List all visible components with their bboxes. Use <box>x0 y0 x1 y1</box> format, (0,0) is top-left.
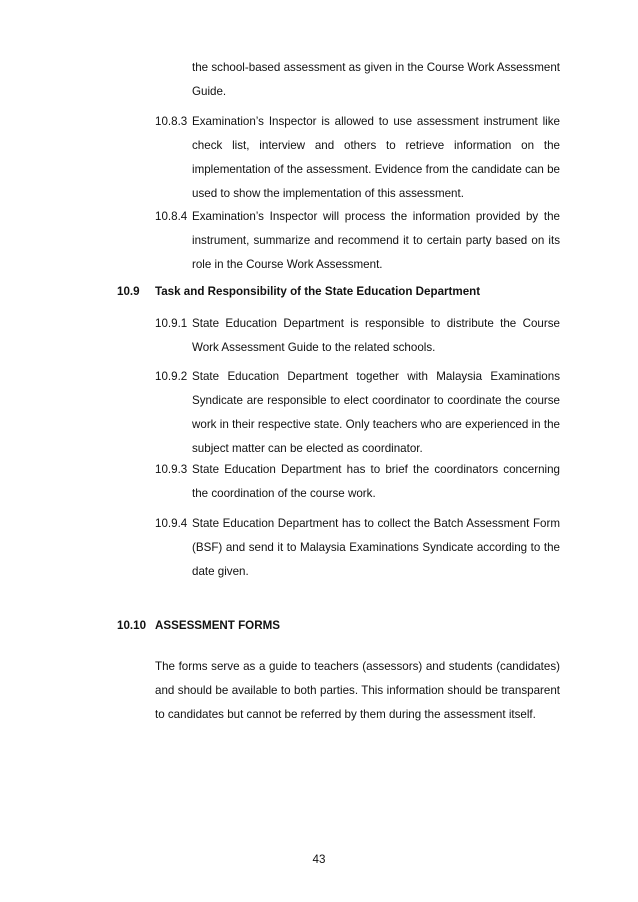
section-number: 10.9 <box>117 285 140 298</box>
item-text: Examination’s Inspector is allowed to use assessment instrument like check list, interview and others to retrieve information on the implementation of the assessment. Evidence from the candidate can be used to show the implementation of this assessment. <box>192 115 560 200</box>
item-number: 10.9.3 <box>155 463 188 476</box>
section-title: ASSESSMENT FORMS <box>155 619 280 632</box>
list-item-10-9-2 <box>155 365 560 461</box>
section-number: 10.10 <box>117 619 147 632</box>
section-heading-10-10 <box>117 614 280 638</box>
item-number: 10.8.3 <box>155 115 188 128</box>
item-text: State Education Department together with Malaysia Examinations Syndicate are responsible to elect coordinator to coordinate the course work in their respective state. Only teachers who are experienced in the subject matter can be elected as coordinator. <box>192 370 560 455</box>
list-item-10-8-4 <box>155 205 560 277</box>
section-heading-10-9 <box>117 280 480 304</box>
list-item-10-9-1 <box>155 312 560 360</box>
list-item-10-8-3 <box>155 110 560 206</box>
list-item-10-9-3 <box>155 458 560 506</box>
item-text: State Education Department is responsible to distribute the Course Work Assessment Guide to the related schools. <box>192 317 560 354</box>
item-number: 10.9.1 <box>155 317 188 330</box>
assessment-forms-paragraph: The forms serve as a guide to teachers (assessors) and students (candidates) and should be available to both parties. This information should be transparent to candidates but cannot be referred by them during the assessment itself. <box>155 660 560 721</box>
item-text: State Education Department has to collect the Batch Assessment Form (BSF) and send it to Malaysia Examinations Syndicate according to the date given. <box>192 517 560 578</box>
list-item-10-9-4 <box>155 512 560 584</box>
section-title: Task and Responsibility of the State Education Department <box>155 285 481 298</box>
item-number: 10.9.4 <box>155 517 188 530</box>
item-text: Examination’s Inspector will process the information provided by the instrument, summarize and recommend it to certain party based on its role in the Course Work Assessment. <box>192 210 560 271</box>
item-number: 10.8.4 <box>155 210 188 223</box>
item-number: 10.9.2 <box>155 370 188 383</box>
item-text: State Education Department has to brief the coordinators concerning the coordination of the course work. <box>192 463 560 500</box>
page-number: 43 <box>312 853 326 866</box>
continuation-paragraph: the school-based assessment as given in the Course Work Assessment Guide. <box>192 61 560 98</box>
